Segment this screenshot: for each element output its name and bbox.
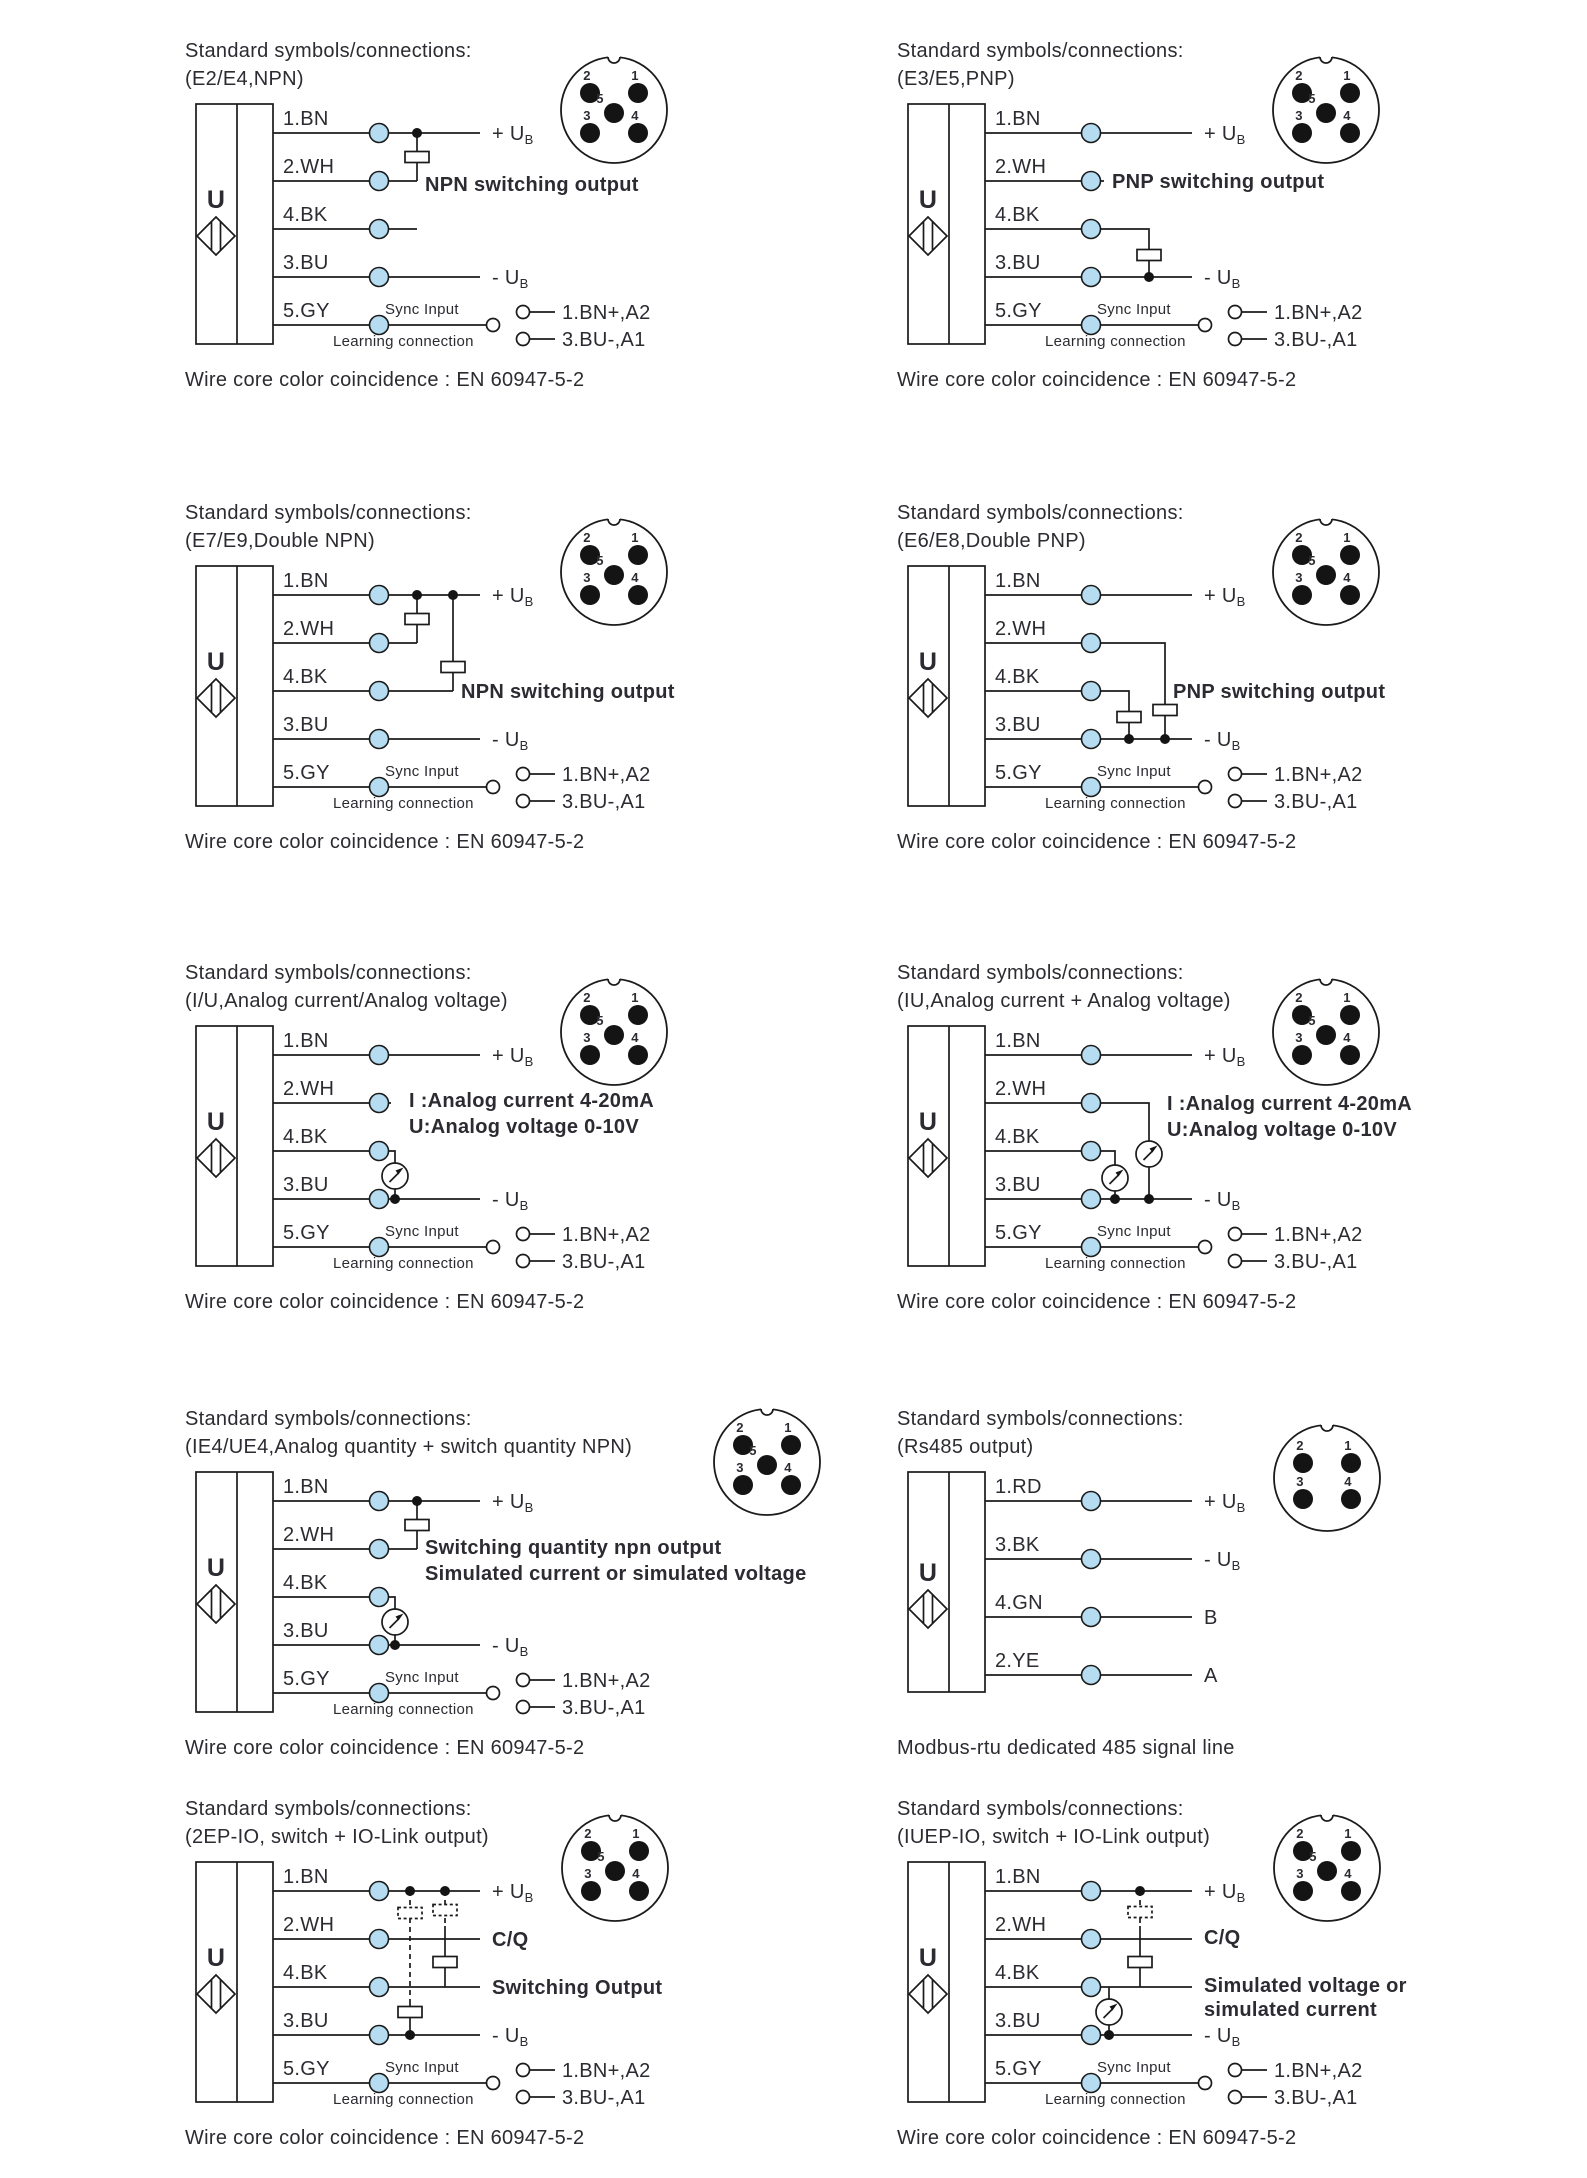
wire-label: 3.BU — [995, 2010, 1041, 2032]
wire-label: 3.BU — [995, 252, 1041, 274]
output-label: Simulated current or simulated voltage — [425, 1563, 807, 1585]
output-label: simulated current — [1204, 1999, 1377, 2021]
wire-label: 1.BN — [283, 1030, 329, 1052]
wire-label: 2.YE — [995, 1650, 1040, 1672]
output-label: A — [1204, 1665, 1218, 1687]
wire-row-1 — [985, 570, 1246, 609]
panel-subtitle: (E2/E4,NPN) — [185, 68, 304, 90]
panel-footer: Wire core color coincidence : EN 60947-5-2 — [185, 1291, 585, 1313]
panel-e6-e8-double-pnp — [897, 490, 1587, 882]
panel-footer: Wire core color coincidence : EN 60947-5-2 — [185, 831, 585, 853]
wire-row-3 — [985, 666, 1385, 739]
output-label: I :Analog current 4-20mA — [409, 1090, 655, 1112]
wire-row-1 — [273, 1030, 534, 1069]
panel-2ep-io — [185, 1786, 875, 2178]
wire-row-4 — [273, 714, 529, 753]
wire-row-4 — [273, 252, 529, 291]
wire-label: 5.GY — [995, 2058, 1042, 2080]
panel-rs485 — [897, 1396, 1587, 1788]
panel-footer: Wire core color coincidence : EN 60947-5-2 — [185, 2127, 585, 2149]
panel-iu-analog-combined — [897, 950, 1587, 1342]
wire-label: 4.BK — [283, 666, 328, 688]
panel-e7-e9-double-npn — [185, 490, 875, 882]
sensor-box — [908, 1472, 985, 1692]
panel-footer: Wire core color coincidence : EN 60947-5-2 — [897, 1291, 1297, 1313]
wire-label: 5.GY — [995, 762, 1042, 784]
panel-footer: Wire core color coincidence : EN 60947-5-2 — [897, 2127, 1297, 2149]
wire-row-5 — [273, 762, 651, 813]
panel-subtitle: (Rs485 output) — [897, 1436, 1034, 1458]
wire-label: 4.BK — [283, 1126, 328, 1148]
wire-label: 2.WH — [283, 1078, 335, 1100]
wire-label: 1.BN — [283, 570, 329, 592]
panel-title: Standard symbols/connections: — [185, 1408, 472, 1430]
wire-label: 3.BU — [283, 714, 329, 736]
output-label: Simulated voltage or — [1204, 1975, 1407, 1997]
panel-ie4-ue4 — [185, 1396, 875, 1788]
wire-label: 5.GY — [283, 300, 330, 322]
wire-label: 2.WH — [283, 1914, 335, 1936]
wire-label: 1.BN — [283, 108, 329, 130]
wire-row-5 — [985, 300, 1363, 351]
panel-title: Standard symbols/connections: — [897, 40, 1184, 62]
wire-row-2 — [985, 156, 1324, 193]
wire-row-2 — [273, 1524, 807, 1585]
wire-label: 1.BN — [995, 1866, 1041, 1888]
panel-subtitle: (2EP-IO, switch + IO-Link output) — [185, 1826, 489, 1848]
panel-subtitle: (E7/E9,Double NPN) — [185, 530, 375, 552]
wire-label: 1.BN — [995, 108, 1041, 130]
panel-iuep-io — [897, 1786, 1587, 2178]
wire-label: 5.GY — [283, 762, 330, 784]
wire-row-2 — [985, 1078, 1412, 1199]
output-label: U:Analog voltage 0-10V — [1167, 1119, 1397, 1141]
wire-label: 2.WH — [995, 1078, 1047, 1100]
wire-label: 5.GY — [283, 1222, 330, 1244]
panel-footer: Wire core color coincidence : EN 60947-5-2 — [185, 369, 585, 391]
wire-label: 1.BN — [995, 1030, 1041, 1052]
panel-footer: Wire core color coincidence : EN 60947-5-2 — [897, 831, 1297, 853]
panel-title: Standard symbols/connections: — [897, 962, 1184, 984]
panel-e2-e4-npn — [185, 28, 875, 420]
panel-subtitle: (E6/E8,Double PNP) — [897, 530, 1086, 552]
wire-row-1 — [985, 1476, 1246, 1515]
wire-label: 3.BU — [995, 714, 1041, 736]
wire-label: 3.BU — [283, 252, 329, 274]
wire-label: 1.BN — [995, 570, 1041, 592]
wire-label: 5.GY — [283, 2058, 330, 2080]
output-label: Switching Output — [492, 1977, 663, 1999]
panel-subtitle: (IU,Analog current + Analog voltage) — [897, 990, 1231, 1012]
panel-title: Standard symbols/connections: — [185, 502, 472, 524]
wire-label: 2.WH — [283, 156, 335, 178]
output-label: PNP switching output — [1112, 171, 1325, 193]
wire-label: 3.BU — [995, 1174, 1041, 1196]
output-label: U:Analog voltage 0-10V — [409, 1116, 639, 1138]
output-label: NPN switching output — [461, 681, 675, 703]
panel-title: Standard symbols/connections: — [897, 502, 1184, 524]
wire-label: 3.BU — [283, 1620, 329, 1642]
wire-label: 4.BK — [283, 1962, 328, 1984]
wire-row-2 — [273, 618, 417, 653]
wire-label: 3.BK — [995, 1534, 1040, 1556]
wire-row-2 — [273, 156, 639, 196]
wire-label: 4.BK — [283, 204, 328, 226]
panel-subtitle: (I/U,Analog current/Analog voltage) — [185, 990, 508, 1012]
wire-row-3 — [273, 204, 417, 239]
output-label: C/Q — [492, 1929, 529, 1951]
wire-row-3 — [273, 666, 675, 703]
panel-footer: Wire core color coincidence : EN 60947-5-2 — [897, 369, 1297, 391]
wire-row-1 — [985, 108, 1246, 147]
wire-row-5 — [985, 1222, 1363, 1273]
panel-footer: Wire core color coincidence : EN 60947-5-2 — [185, 1737, 585, 1759]
panel-title: Standard symbols/connections: — [185, 962, 472, 984]
panel-title: Standard symbols/connections: — [185, 40, 472, 62]
wire-label: 3.BU — [283, 1174, 329, 1196]
output-label: Switching quantity npn output — [425, 1537, 722, 1559]
wire-row-1 — [985, 1030, 1246, 1069]
wire-row-4 — [985, 1650, 1218, 1687]
output-label: C/Q — [1204, 1927, 1241, 1949]
wire-label: 2.WH — [995, 618, 1047, 640]
panel-i-u-analog — [185, 950, 875, 1342]
wire-label: 4.BK — [995, 1126, 1040, 1148]
wire-row-2 — [273, 1078, 654, 1138]
output-label: B — [1204, 1607, 1218, 1629]
output-label: I :Analog current 4-20mA — [1167, 1093, 1413, 1115]
wire-row-2 — [273, 1914, 528, 1951]
wire-label: 4.BK — [283, 1572, 328, 1594]
panel-title: Standard symbols/connections: — [185, 1798, 472, 1820]
wire-label: 2.WH — [995, 1914, 1047, 1936]
panel-title: Standard symbols/connections: — [897, 1798, 1184, 1820]
wire-row-5 — [985, 2058, 1363, 2109]
wire-label: 5.GY — [995, 300, 1042, 322]
wire-row-3 — [985, 1592, 1218, 1629]
output-label: NPN switching output — [425, 174, 639, 196]
panel-subtitle: (IE4/UE4,Analog quantity + switch quantity NPN) — [185, 1436, 633, 1458]
wire-row-2 — [985, 1914, 1240, 1949]
wire-label: 5.GY — [283, 1668, 330, 1690]
wire-label: 5.GY — [995, 1222, 1042, 1244]
wire-label: 2.WH — [283, 618, 335, 640]
panel-footer: Modbus-rtu dedicated 485 signal line — [897, 1737, 1235, 1759]
wire-label: 3.BU — [283, 2010, 329, 2032]
wire-row-2 — [985, 1534, 1241, 1573]
wire-row-4 — [985, 714, 1241, 753]
panel-e3-e5-pnp — [897, 28, 1587, 420]
wire-label: 4.BK — [995, 204, 1040, 226]
panel-title: Standard symbols/connections: — [897, 1408, 1184, 1430]
panel-subtitle: (E3/E5,PNP) — [897, 68, 1015, 90]
wire-row-4 — [985, 252, 1241, 291]
wire-row-5 — [273, 2058, 651, 2109]
wire-label: 1.BN — [283, 1866, 329, 1888]
output-label: PNP switching output — [1173, 681, 1386, 703]
wire-label: 2.WH — [995, 156, 1047, 178]
wire-row-3 — [985, 1962, 1407, 2035]
wire-label: 4.BK — [995, 666, 1040, 688]
wire-label: 1.BN — [283, 1476, 329, 1498]
wire-label: 1.RD — [995, 1476, 1042, 1498]
wire-label: 4.BK — [995, 1962, 1040, 1984]
wire-label: 2.WH — [283, 1524, 335, 1546]
panel-subtitle: (IUEP-IO, switch + IO-Link output) — [897, 1826, 1211, 1848]
wire-row-5 — [273, 1668, 651, 1719]
wire-row-5 — [273, 1222, 651, 1273]
wire-row-5 — [985, 762, 1363, 813]
wire-row-5 — [273, 300, 651, 351]
wire-label: 4.GN — [995, 1592, 1043, 1614]
wire-row-3 — [273, 1962, 662, 1999]
